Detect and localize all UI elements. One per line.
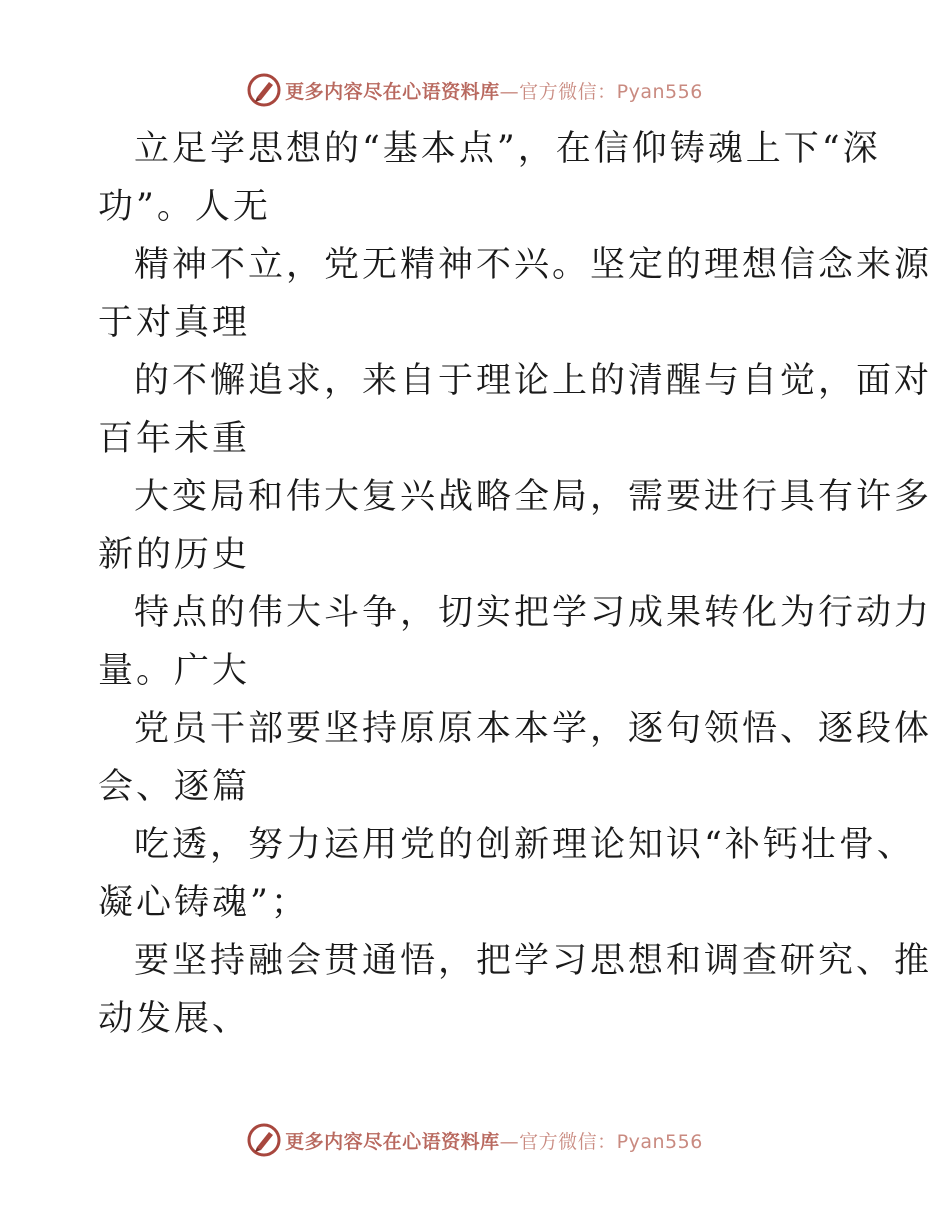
footer-text (285, 1127, 703, 1154)
text-line: 大变局和伟大复兴战略全局，需要进行具有许多 (134, 477, 933, 517)
text-line: 动发展、 (98, 999, 251, 1039)
text-line: 新的历史 (98, 535, 251, 575)
header-wechat-text: 官方微信：Pyan556 (519, 80, 703, 103)
text-line: 功”。人无 (98, 187, 271, 227)
text-line: 凝心铸魂”； (98, 883, 309, 923)
text-line: 会、逐篇 (98, 767, 251, 807)
header-banner (0, 70, 950, 110)
pen-logo-icon (247, 73, 281, 107)
header-brand-text: 更多内容尽在心语资料库 (285, 80, 500, 103)
footer-banner (0, 1120, 950, 1160)
text-line: 吃透，努力运用党的创新理论知识“补钙壮骨、 (134, 825, 915, 865)
text-line: 百年未重 (98, 419, 251, 459)
header-separator: — (499, 80, 520, 103)
document-body (98, 120, 933, 1048)
pen-logo-icon (247, 1123, 281, 1157)
footer-wechat-text: 官方微信：Pyan556 (519, 1130, 703, 1153)
text-line: 立足学思想的“基本点”，在信仰铸魂上下“深 (134, 129, 881, 169)
text-line: 的不懈追求，来自于理论上的清醒与自觉，面对 (134, 361, 933, 401)
header-text (285, 77, 703, 104)
text-line: 于对真理 (98, 303, 251, 343)
footer-separator: — (499, 1130, 520, 1153)
text-line: 要坚持融会贯通悟，把学习思想和调查研究、推 (134, 941, 933, 981)
footer-brand-text: 更多内容尽在心语资料库 (285, 1130, 500, 1153)
text-line: 量。广大 (98, 651, 251, 691)
text-line: 党员干部要坚持原原本本学，逐句领悟、逐段体 (134, 709, 933, 749)
text-line: 精神不立，党无精神不兴。坚定的理想信念来源 (134, 245, 933, 285)
text-line: 特点的伟大斗争，切实把学习成果转化为行动力 (134, 593, 933, 633)
